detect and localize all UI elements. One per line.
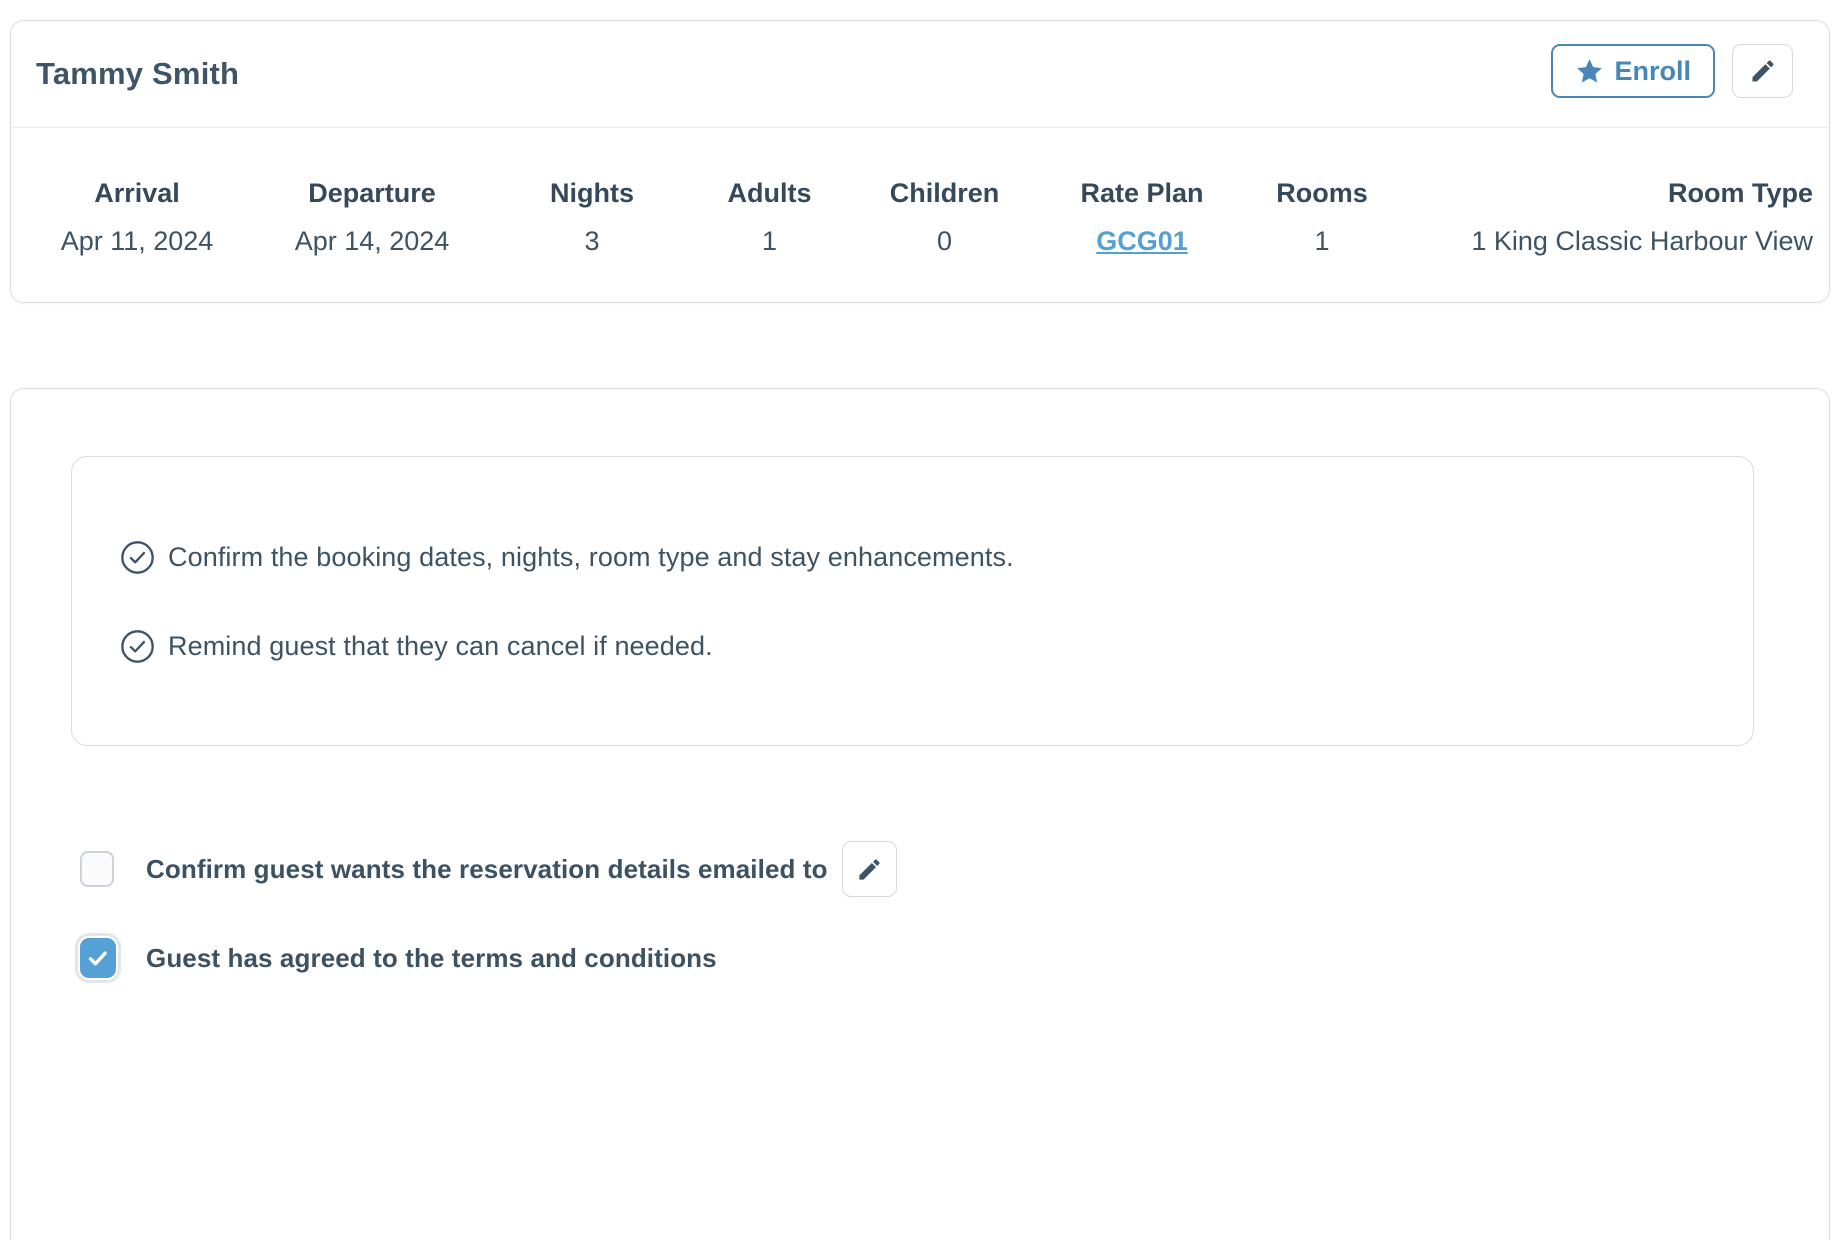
check-icon <box>86 946 110 970</box>
departure-label: Departure <box>308 178 436 208</box>
guest-name: Tammy Smith <box>36 56 240 91</box>
email-confirmation-label: Confirm guest wants the reservation details emailed to <box>146 853 828 884</box>
children-value: 0 <box>936 226 953 256</box>
enroll-button-label: Enroll <box>1614 55 1691 86</box>
script-item <box>72 540 1753 575</box>
header-actions <box>1551 44 1793 98</box>
edit-email-button[interactable] <box>842 841 897 897</box>
adults-column <box>687 177 852 257</box>
rooms-column <box>1247 177 1397 257</box>
arrival-label: Arrival <box>94 178 180 208</box>
terms-confirmation-checkbox[interactable] <box>80 938 116 978</box>
reservation-summary-card <box>10 20 1830 303</box>
room-type-column <box>1397 177 1813 257</box>
email-confirmation-checkbox[interactable] <box>80 851 114 887</box>
rooms-value: 1 <box>1314 226 1330 256</box>
nights-column <box>497 177 687 257</box>
children-label: Children <box>889 178 1000 208</box>
pencil-icon <box>856 856 883 883</box>
reservation-details-row <box>27 177 1813 257</box>
circle-check-icon <box>120 540 155 575</box>
script-item-text: Confirm the booking dates, nights, room type and stay enhancements. <box>168 542 1014 572</box>
rate-plan-link[interactable]: GCG01 <box>1096 226 1188 256</box>
nights-value: 3 <box>584 226 600 256</box>
rate-plan-label: Rate Plan <box>1080 178 1204 208</box>
guest-header <box>11 21 1829 127</box>
call-script-box <box>71 456 1754 746</box>
rooms-label: Rooms <box>1276 178 1368 208</box>
edit-guest-button[interactable] <box>1732 44 1793 98</box>
arrival-value: Apr 11, 2024 <box>60 226 214 256</box>
adults-label: Adults <box>727 178 812 208</box>
terms-confirmation-row <box>80 932 717 984</box>
departure-value: Apr 14, 2024 <box>294 226 450 256</box>
terms-confirmation-label: Guest has agreed to the terms and conditions <box>146 942 717 973</box>
children-column <box>852 177 1037 257</box>
nights-label: Nights <box>550 178 634 208</box>
rate-plan-column <box>1037 177 1247 257</box>
room-type-label: Room Type <box>1667 178 1813 208</box>
script-item <box>72 629 1753 664</box>
pencil-icon <box>1749 57 1777 85</box>
header-divider <box>11 127 1829 128</box>
star-icon <box>1575 57 1604 86</box>
script-item-text: Remind guest that they can cancel if needed. <box>168 631 713 661</box>
circle-check-icon <box>120 629 155 664</box>
departure-column <box>247 177 497 257</box>
room-type-value: 1 King Classic Harbour View <box>1471 226 1813 256</box>
confirmation-card <box>10 388 1830 1240</box>
enroll-button[interactable] <box>1551 44 1715 98</box>
arrival-column <box>27 177 247 257</box>
email-confirmation-row <box>80 839 897 899</box>
adults-value: 1 <box>761 226 778 256</box>
